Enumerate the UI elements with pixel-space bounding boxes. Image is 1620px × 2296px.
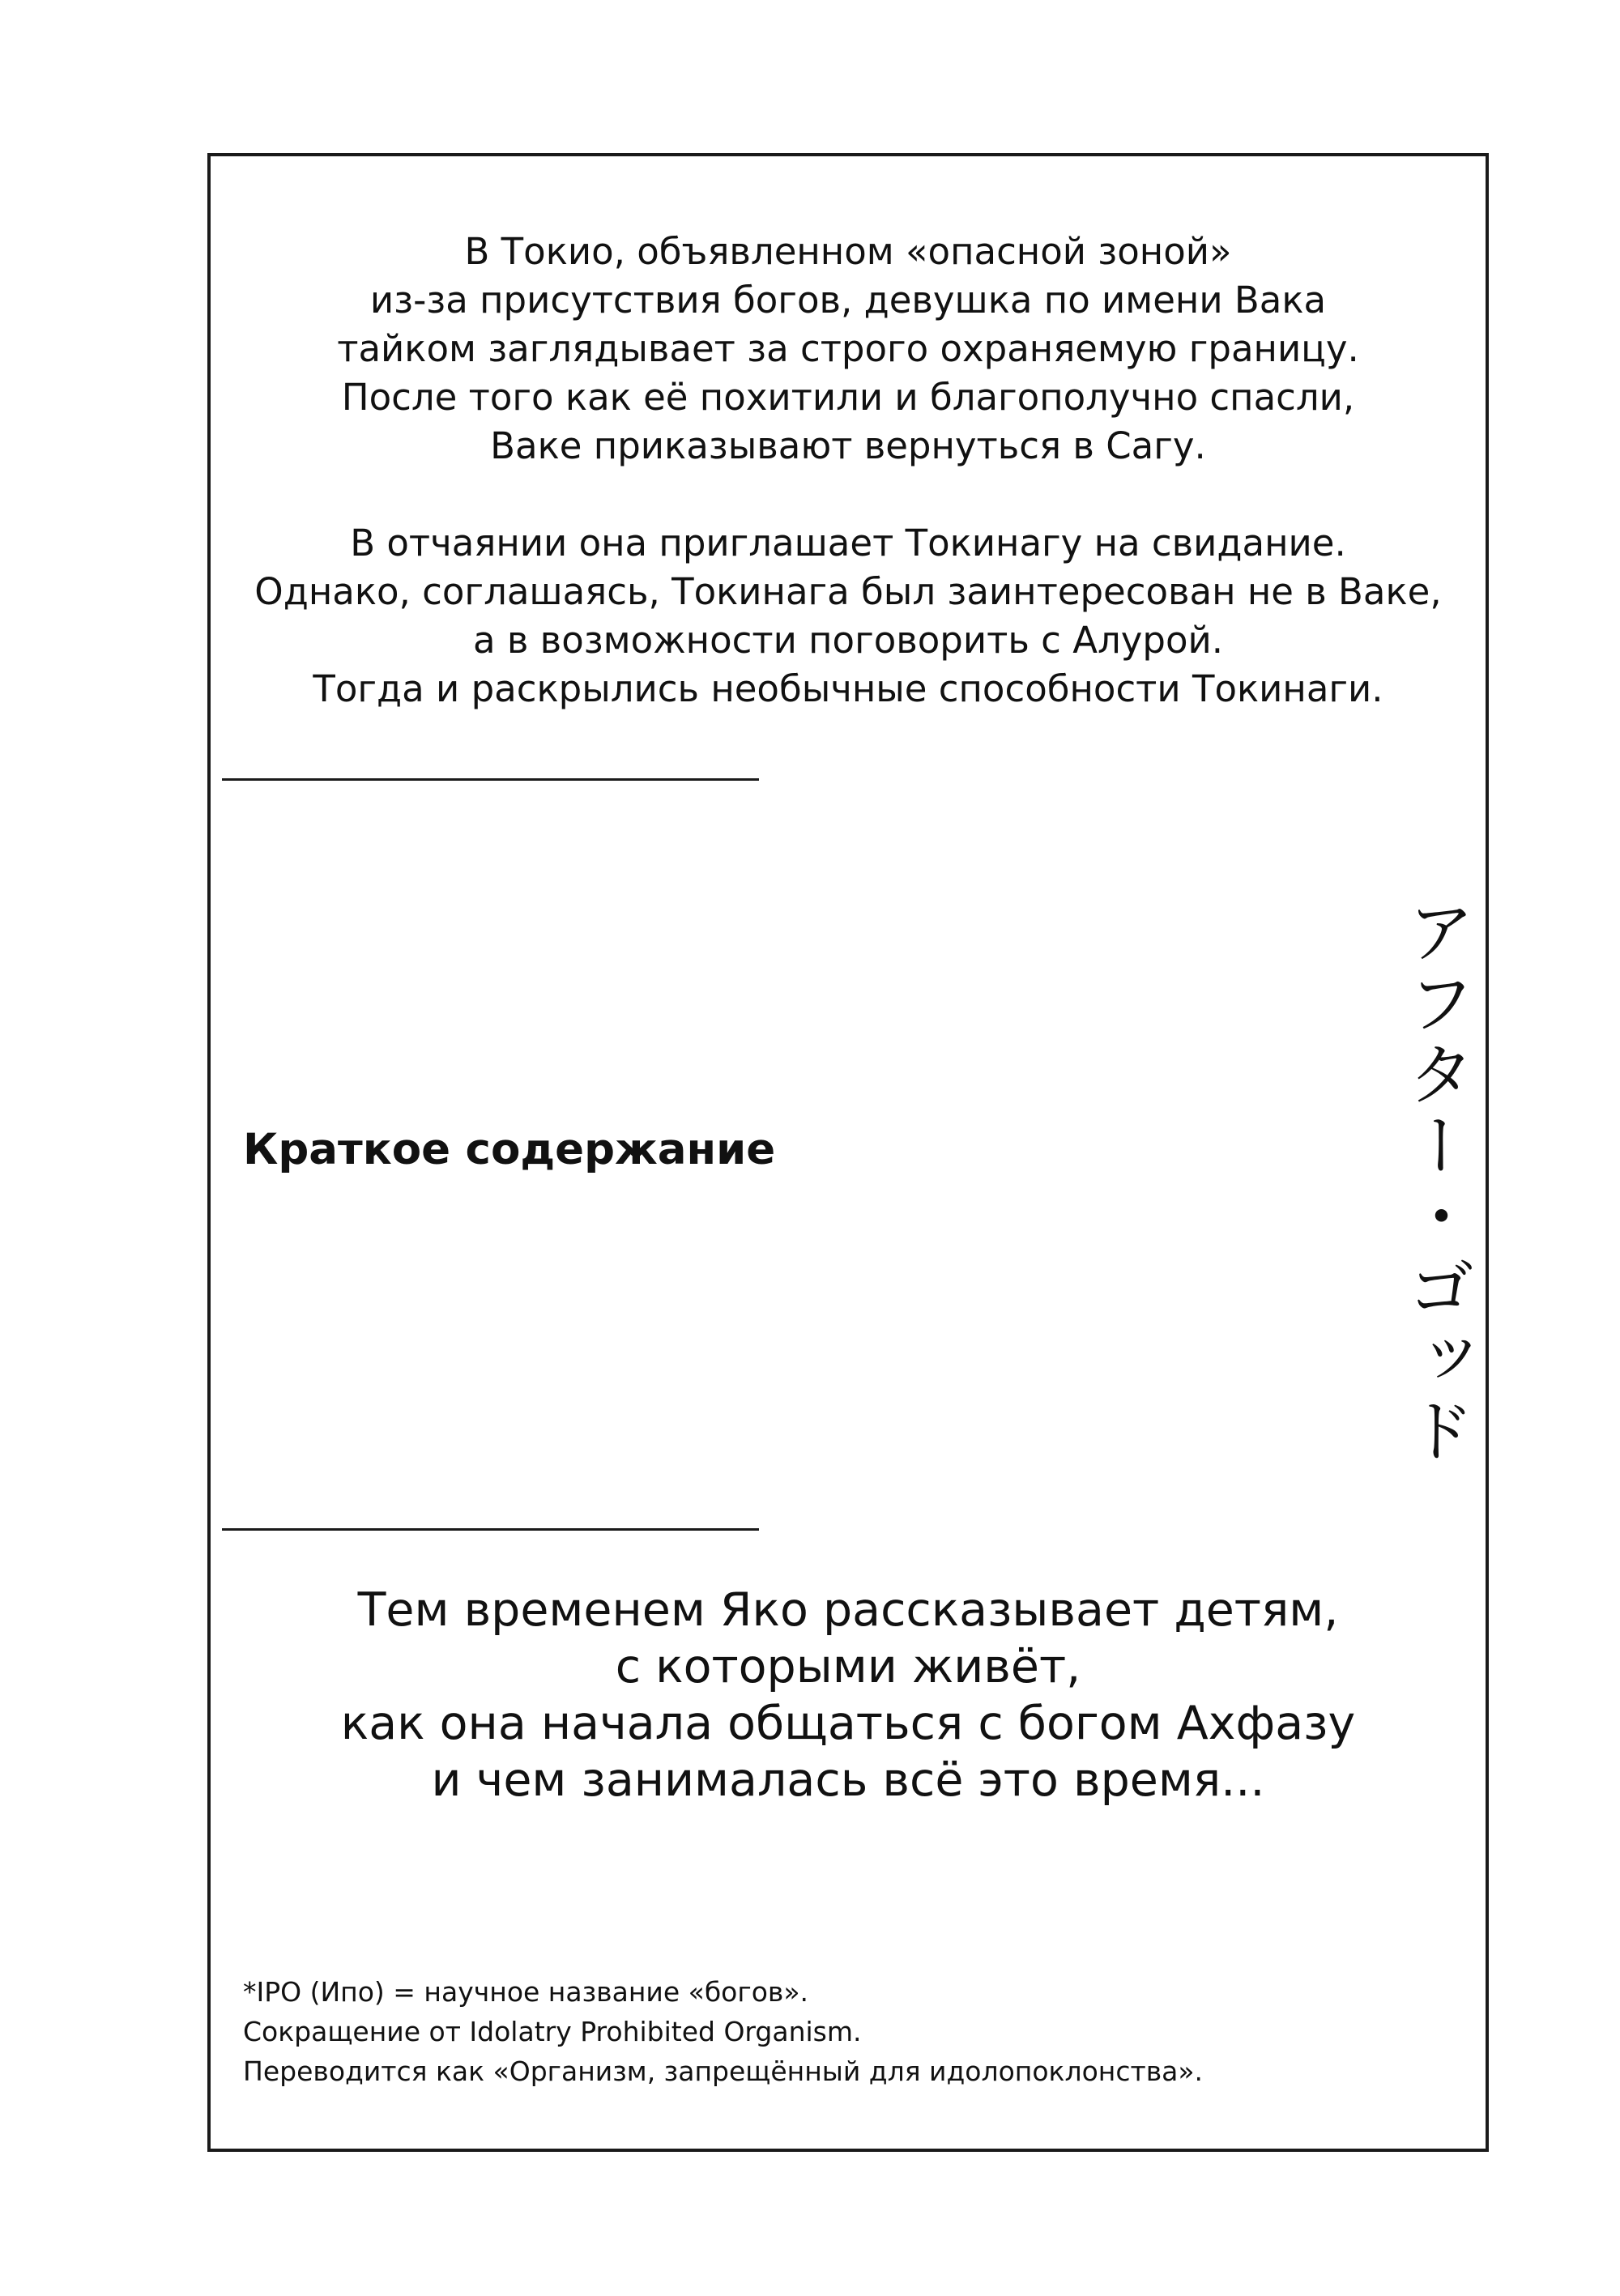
divider-bottom: [222, 1528, 759, 1531]
intro-line: Тогда и раскрылись необычные способности Токинаги.: [313, 667, 1383, 710]
intro-line: После того как её похитили и благополучно спасли,: [341, 376, 1355, 419]
intro-line: тайком заглядывает за строго охраняемую границу.: [337, 327, 1359, 370]
vertical-series-title: アフター・ゴッド: [1396, 897, 1476, 1467]
paragraph-gap: [211, 471, 1486, 519]
summary-line: с которыми живёт,: [615, 1640, 1081, 1693]
intro-line: из-за присутствия богов, девушка по имени Вака: [369, 279, 1327, 322]
summary-tail-paragraph: [211, 1582, 1486, 1808]
intro-line: В отчаянии она приглашает Токинагу на свидание.: [350, 522, 1346, 564]
footnote: [243, 1972, 1203, 2091]
section-title: Краткое содержание: [243, 1125, 776, 1174]
intro-line: Ваке приказывают вернуться в Сагу.: [490, 424, 1206, 467]
footnote-line: Сокращение от Idolatry Prohibited Organism.: [243, 2016, 862, 2047]
summary-line: и чем занималась всё это время...: [431, 1753, 1265, 1807]
intro-paragraph: [211, 228, 1486, 714]
summary-line: Тем временем Яко рассказывает детям,: [357, 1583, 1339, 1637]
divider-top: [222, 778, 759, 781]
footnote-line: Переводится как «Организм, запрещённый для идолопоклонства».: [243, 2055, 1204, 2087]
intro-line: а в возможности поговорить с Алурой.: [472, 619, 1224, 662]
footnote-line: *IPO (Ипо) = научное название «богов».: [243, 1976, 809, 2008]
intro-line: Однако, соглашаясь, Токинага был заинтересован не в Ваке,: [254, 570, 1442, 613]
intro-line: В Токио, объявленном «опасной зоной»: [464, 230, 1232, 273]
page-frame: [207, 153, 1489, 2152]
summary-line: как она начала общаться с богом Ахфазу: [340, 1697, 1356, 1750]
